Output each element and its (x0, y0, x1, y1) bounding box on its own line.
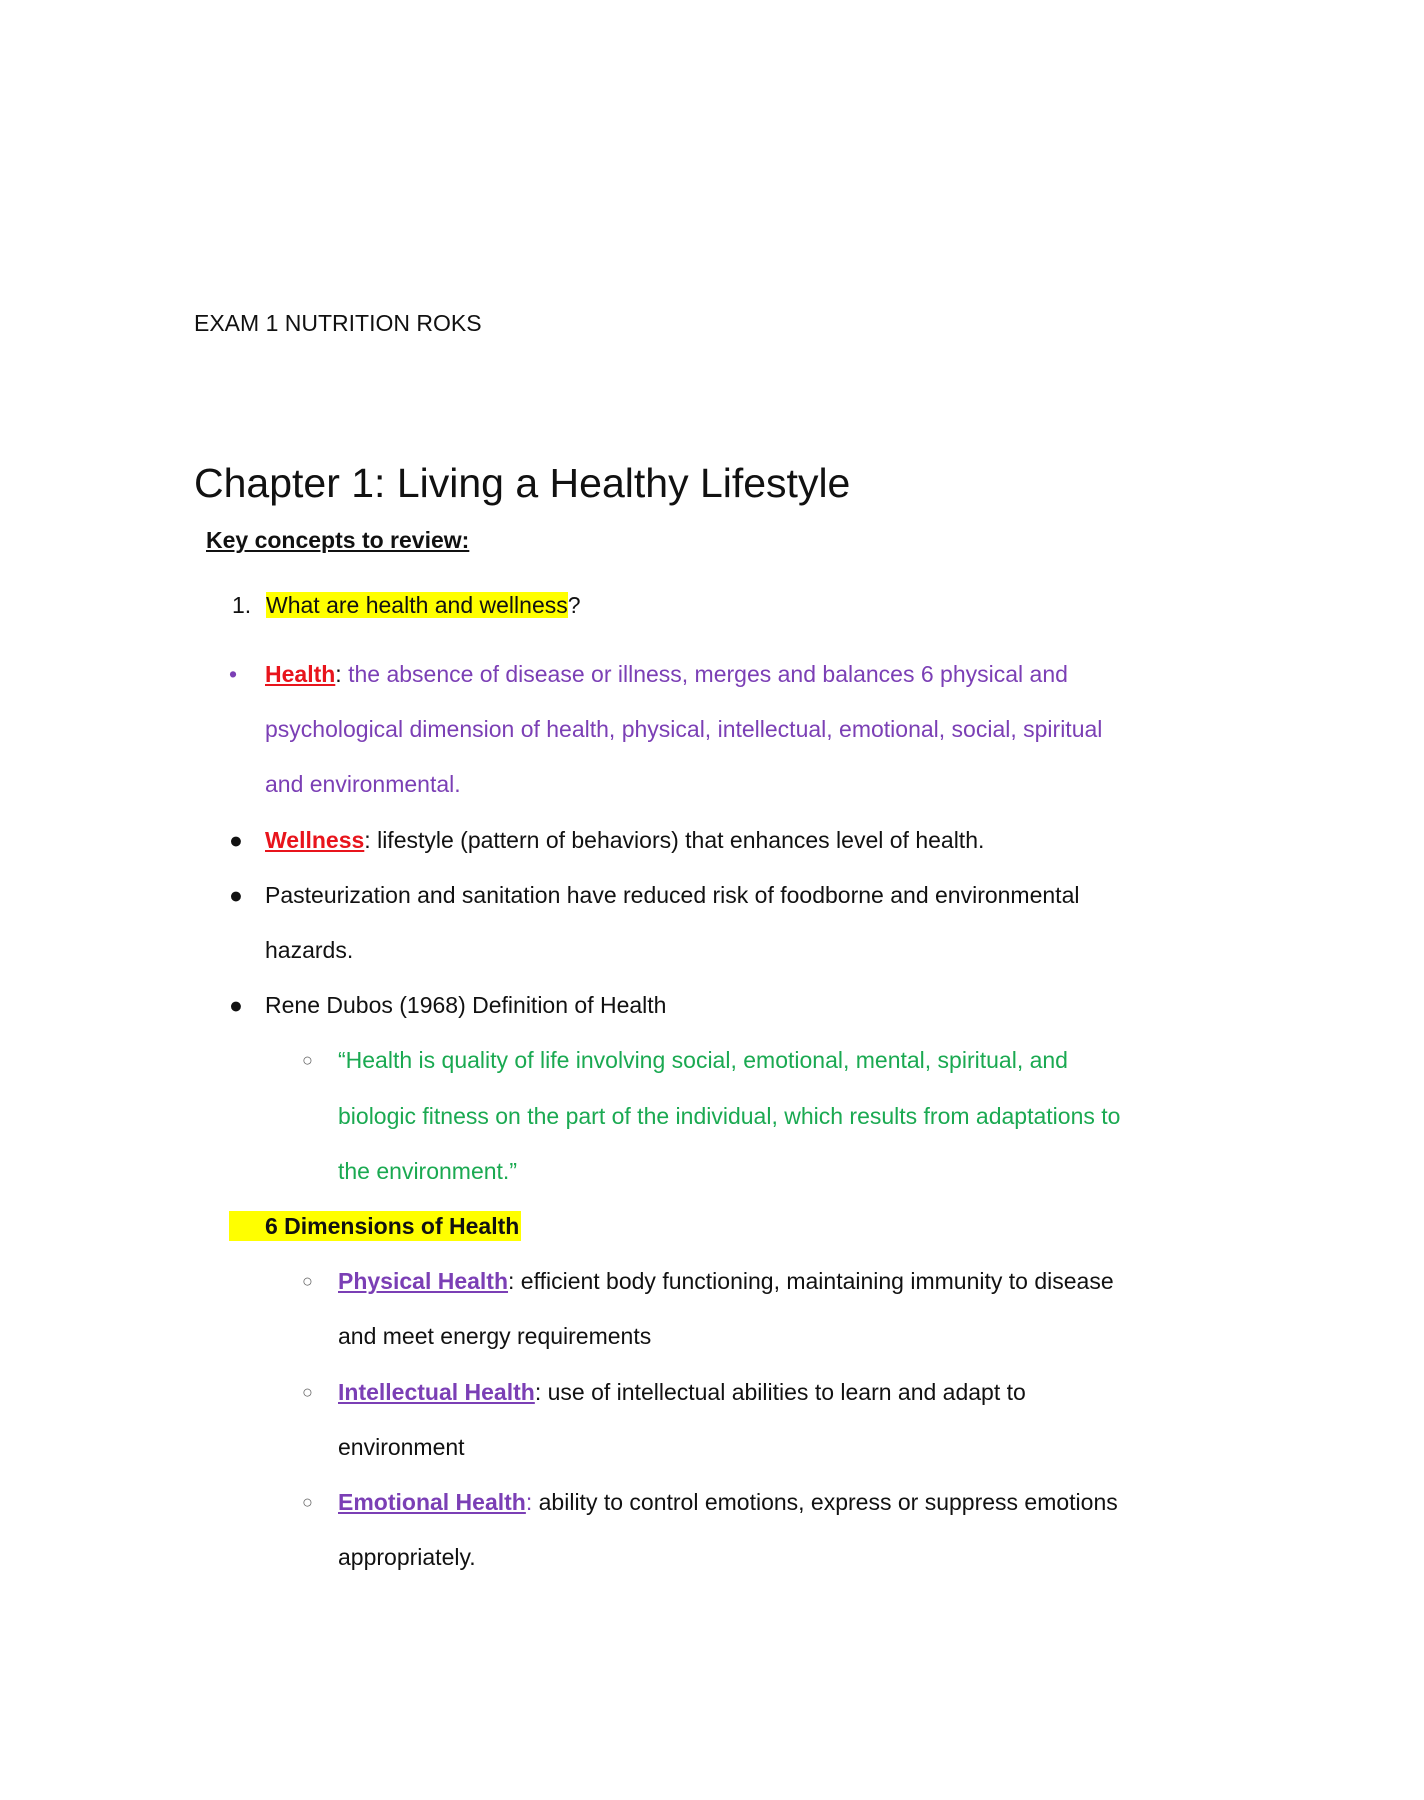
separator: : (508, 1268, 515, 1295)
separator: : (525, 1489, 533, 1516)
bullet-icon: ● (229, 826, 243, 853)
separator: : (335, 661, 342, 687)
bullet-icon: • (229, 661, 238, 687)
question-item (232, 592, 581, 619)
sub-item-intellectual (0, 1365, 1136, 1475)
bullet-icon: ● (229, 881, 243, 908)
bullet-list (0, 647, 1424, 1585)
key-concepts-heading: Key concepts to review: (206, 527, 470, 553)
sub-item-physical (0, 1254, 1136, 1364)
question-mark: ? (567, 592, 581, 618)
document-header-title: EXAM 1 NUTRITION ROKS (194, 310, 482, 336)
circle-bullet-icon: ○ (302, 1381, 313, 1402)
circle-bullet-icon: ○ (302, 1050, 313, 1071)
bullet-icon: ● (229, 992, 243, 1019)
term-health: Health (265, 661, 336, 687)
list-item-wellness (0, 813, 1145, 868)
item-text: Rene Dubos (1968) Definition of Health (265, 992, 667, 1019)
definition: use of intellectual abilities to learn and adapt to environment (338, 1378, 1026, 1460)
term-emotional-health: Emotional Health (338, 1489, 526, 1516)
separator: : (534, 1378, 542, 1405)
definition: efficient body functioning, maintaining immunity to disease and meet energy requirements (338, 1268, 1114, 1350)
chapter-heading: Chapter 1: Living a Healthy Lifestyle (194, 460, 851, 506)
circle-bullet-icon: ○ (302, 1492, 313, 1513)
list-item-dubos (0, 978, 1145, 1033)
dimensions-heading: 6 Dimensions of Health (265, 1213, 520, 1240)
list-item-health (0, 647, 1145, 813)
health-definition: the absence of disease or illness, merges and balances 6 physical and psychological dimension of health, physical, intellectual, emotional, social, spiritual and environmental. (265, 661, 1103, 798)
circle-bullet-icon: ○ (302, 1271, 313, 1292)
list-item-dimensions (0, 1199, 1145, 1254)
term-intellectual-health: Intellectual Health (338, 1378, 535, 1405)
item-text: Pasteurization and sanitation have reduced risk of foodborne and environmental hazards. (265, 881, 1080, 964)
list-number: 1. (232, 592, 252, 618)
wellness-definition: lifestyle (pattern of behaviors) that enhances level of health. (370, 826, 985, 853)
sub-item-dubos-quote (0, 1033, 1136, 1199)
separator: : (364, 826, 371, 853)
definition: ability to control emotions, express or suppress emotions appropriately. (338, 1489, 1118, 1571)
question-text: What are health and wellness (266, 592, 568, 618)
term-wellness: Wellness (265, 826, 365, 853)
dubos-quote: “Health is quality of life involving social, emotional, mental, spiritual, and biologic fitness on the part of the individual, which results from adaptations to the environment.” (338, 1047, 1121, 1184)
sub-item-emotional (0, 1475, 1136, 1585)
term-physical-health: Physical Health (338, 1268, 509, 1295)
list-item-pasteurization (0, 868, 1145, 978)
